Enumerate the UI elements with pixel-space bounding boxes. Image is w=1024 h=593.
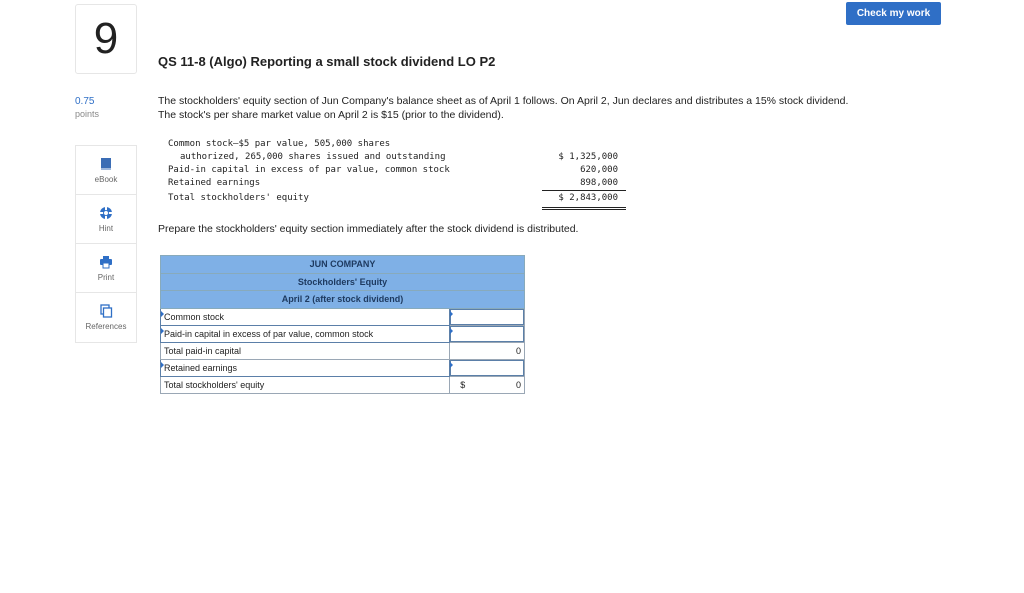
printer-icon bbox=[99, 255, 113, 269]
sidebar-item-references[interactable] bbox=[76, 293, 136, 342]
sidebar-item-label: eBook bbox=[94, 174, 118, 184]
sidebar-item-print[interactable] bbox=[76, 244, 136, 293]
sidebar-item-label: Print bbox=[97, 272, 115, 282]
dropdown-marker-icon bbox=[161, 311, 164, 317]
check-my-work-button[interactable]: Check my work bbox=[846, 2, 941, 25]
input-marker-icon bbox=[450, 328, 453, 334]
paid-in-capital-input[interactable] bbox=[450, 326, 524, 342]
common-stock-input[interactable] bbox=[450, 309, 524, 325]
row-label-text: Common stock bbox=[164, 311, 225, 322]
bs-amount: 620,000 bbox=[580, 165, 618, 175]
points-display bbox=[75, 96, 99, 120]
stockholders-equity-table bbox=[160, 255, 525, 394]
points-label: points bbox=[75, 109, 100, 119]
bs-row-retained-earnings bbox=[158, 177, 628, 190]
row-label-text: Total paid-in capital bbox=[164, 345, 242, 356]
instructions-text: Prepare the stockholders' equity section immediately after the stock dividend is distributed. bbox=[158, 223, 579, 235]
row-label-text: Paid-in capital in excess of par value, common stock bbox=[164, 328, 374, 339]
bs-label: Common stock—$5 par value, 505,000 shares bbox=[168, 139, 391, 149]
bs-label: authorized, 265,000 shares issued and outstanding bbox=[180, 152, 446, 162]
table-row bbox=[161, 308, 525, 325]
table-company-name: JUN COMPANY bbox=[161, 256, 525, 274]
total-paid-in-value: 0 bbox=[450, 342, 525, 359]
dropdown-marker-icon bbox=[161, 328, 164, 334]
bs-amount: 898,000 bbox=[542, 177, 626, 191]
input-marker-icon bbox=[450, 362, 453, 368]
row-label-retained-earnings[interactable] bbox=[161, 359, 450, 376]
sidebar-item-label: Hint bbox=[98, 223, 114, 233]
book-icon bbox=[99, 157, 113, 171]
question-intro: The stockholders' equity section of Jun Company's balance sheet as of April 1 follows. On April 2, Jun declares and distributes a 15% stock dividend. The stock's per share market value on April 2 is $15 (prior to the dividend). bbox=[158, 95, 849, 121]
table-statement-name: Stockholders' Equity bbox=[161, 273, 525, 291]
bs-row-common-stock bbox=[158, 138, 628, 151]
bs-amount: $ 1,325,000 bbox=[558, 152, 618, 162]
bs-amount: $ 2,843,000 bbox=[542, 190, 626, 210]
table-row bbox=[161, 342, 525, 359]
question-number: 9 bbox=[75, 4, 137, 74]
row-label-text: Total stockholders' equity bbox=[164, 379, 265, 390]
row-label-paid-in-capital[interactable] bbox=[161, 325, 450, 342]
input-cell bbox=[450, 325, 525, 342]
balance-sheet-excerpt bbox=[158, 138, 628, 207]
currency-symbol: $ bbox=[460, 379, 466, 390]
total-equity-value: 0 bbox=[515, 379, 521, 390]
table-row bbox=[161, 359, 525, 376]
resource-sidebar bbox=[75, 145, 137, 343]
row-label-common-stock[interactable] bbox=[161, 308, 450, 325]
bs-row-total bbox=[158, 190, 628, 207]
points-value: 0.75 bbox=[75, 96, 95, 107]
input-cell bbox=[450, 308, 525, 325]
bs-label: Total stockholders' equity bbox=[168, 193, 309, 203]
input-marker-icon bbox=[450, 311, 453, 317]
question-title: QS 11-8 (Algo) Reporting a small stock dividend LO P2 bbox=[158, 54, 496, 69]
sidebar-item-label: References bbox=[85, 322, 127, 331]
total-equity-cell bbox=[450, 376, 525, 393]
sidebar-item-ebook[interactable] bbox=[76, 146, 136, 195]
table-date: April 2 (after stock dividend) bbox=[161, 291, 525, 309]
table-row bbox=[161, 376, 525, 393]
row-label-text: Retained earnings bbox=[164, 362, 238, 373]
lifebuoy-icon bbox=[99, 206, 113, 220]
copy-icon bbox=[99, 304, 113, 318]
bs-row-common-stock-cont bbox=[158, 151, 628, 164]
row-label-total-equity bbox=[161, 376, 450, 393]
bs-label: Paid-in capital in excess of par value, common stock bbox=[168, 165, 450, 175]
row-label-total-paid-in bbox=[161, 342, 450, 359]
sidebar-item-hint[interactable] bbox=[76, 195, 136, 244]
input-cell bbox=[450, 359, 525, 376]
bs-row-paid-in-capital bbox=[158, 164, 628, 177]
bs-label: Retained earnings bbox=[168, 178, 261, 188]
table-row bbox=[161, 325, 525, 342]
dropdown-marker-icon bbox=[161, 362, 164, 368]
retained-earnings-input[interactable] bbox=[450, 360, 524, 376]
